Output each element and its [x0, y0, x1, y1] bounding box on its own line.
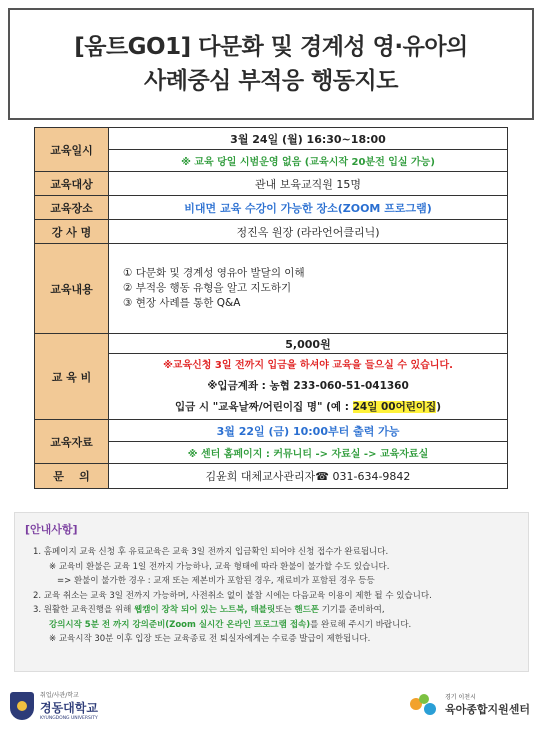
fee-value: 5,000원	[109, 334, 508, 354]
notice-line-7: ※ 교육시작 30분 이후 입장 또는 교육종료 전 퇴실자에게는 수료증 발급이 제한됩니다.	[49, 634, 371, 644]
material-value: 3월 22일 (금) 10:00부터 출력 가능	[109, 420, 508, 442]
contact-value: 김윤희 대체교사관리자☎ 031-634-9842	[109, 464, 508, 489]
center-logo	[410, 692, 530, 717]
notice-phone-highlight: 핸드폰	[294, 605, 319, 615]
date-note: ※ 교육 당일 시범운영 없음 (교육시작 20분전 입실 가능)	[109, 150, 508, 172]
material-label: 교육자료	[35, 420, 109, 464]
fee-details	[109, 354, 508, 420]
university-logo	[10, 690, 98, 721]
university-eng-name: KYUNGDONG UNIVERSITY	[40, 716, 98, 721]
target-value: 관내 보육교직원 15명	[109, 172, 508, 196]
content-label: 교육내용	[35, 244, 109, 334]
center-name: 육아종합지원센터	[444, 703, 530, 716]
fee-label: 교 육 비	[35, 334, 109, 420]
notice-line-4: 2. 교육 취소는 교육 3일 전까지 가능하며, 사전취소 없이 불참 시에는 다음교육 이용이 제한 될 수 있습니다.	[33, 590, 432, 601]
title-line-1: [움트GO1] 다문화 및 경계성 영·유아의	[74, 34, 468, 60]
university-tagline: 취업/사관/학교	[40, 692, 79, 699]
instructor-label: 강 사 명	[35, 220, 109, 244]
title-line-2: 사례중심 부적응 행동지도	[144, 68, 398, 94]
instructor-value: 정진옥 원장 (라라언어클리닉)	[109, 220, 508, 244]
fee-row	[35, 334, 508, 354]
university-emblem-icon	[10, 692, 34, 720]
date-value: 3월 24일 (월) 16:30~18:00	[109, 128, 508, 150]
notice-line-1: 1. 홈페이지 교육 신청 후 유료교육은 교육 3일 전까지 입금확인 되어야 신청 접수가 완료됩니다.	[33, 547, 389, 557]
content-list	[109, 244, 508, 334]
date-row	[35, 128, 508, 150]
content-item: ① 다문화 및 경계성 영유아 발달의 이해	[123, 267, 305, 279]
contact-label: 문 의	[35, 464, 109, 489]
target-label: 교육대상	[35, 172, 109, 196]
fee-warning: ※교육신청 3일 전까지 입금을 하셔야 교육을 들으실 수 있습니다.	[163, 360, 453, 371]
center-ci-icon	[410, 694, 440, 716]
university-name: 경동대학교	[40, 701, 98, 715]
fee-name-example: 24일 00어린이집	[352, 401, 437, 413]
notice-line-3: => 환불이 불가한 경우 : 교재 또는 제본비가 포함된 경우, 재료비가 포함된 경우 등등	[57, 576, 375, 586]
notice-device-highlight: 웹캠이 장착 되어 있는 노트북, 태블릿	[134, 605, 276, 615]
notice-line-5	[25, 603, 518, 618]
material-row	[35, 420, 508, 442]
notice-title: [안내사항]	[25, 523, 78, 536]
place-label: 교육장소	[35, 196, 109, 220]
notice-line-2: ※ 교육비 환불은 교육 1일 전까지 가능하나, 교육 형태에 따라 환불이 불가할 수도 있습니다.	[49, 561, 390, 572]
material-path: ※ 센터 홈페이지 : 커뮤니티 -> 자료실 -> 교육자료실	[109, 442, 508, 464]
notice-box	[14, 512, 529, 672]
notice-text: 또는	[275, 605, 295, 615]
date-label: 교육일시	[35, 128, 109, 172]
place-value: 비대면 교육 수강이 가능한 장소(ZOOM 프로그램)	[109, 196, 508, 220]
fee-name-suffix: )	[436, 401, 441, 413]
target-row	[35, 172, 508, 196]
notice-text: 를 완료해 주시기 바랍니다.	[310, 619, 412, 630]
notice-line-6	[25, 618, 518, 633]
info-table	[34, 127, 508, 489]
fee-account: ※입금계좌 : 농협 233-060-51-041360	[207, 380, 409, 392]
notice-text: 기기를 준비하여,	[319, 605, 385, 615]
notice-text: 3. 원활한 교육진행을 위해	[33, 605, 135, 615]
notice-zoom-highlight: 강의시작 5분 전 까지 강의준비(Zoom 실시간 온라인 프로그램 접속)	[49, 619, 311, 630]
fee-name-prefix: 입금 시 "교육날짜/어린이집 명" (예 :	[175, 401, 353, 413]
place-row	[35, 196, 508, 220]
content-row	[35, 244, 508, 334]
center-region: 경기 이천시	[444, 694, 476, 701]
instructor-row	[35, 220, 508, 244]
contact-row	[35, 464, 508, 489]
fee-name-rule	[115, 397, 501, 418]
content-item: ③ 현장 사례를 통한 Q&A	[123, 297, 241, 309]
title-box	[8, 8, 534, 120]
content-item: ② 부적응 행동 유형을 알고 지도하기	[123, 282, 292, 294]
